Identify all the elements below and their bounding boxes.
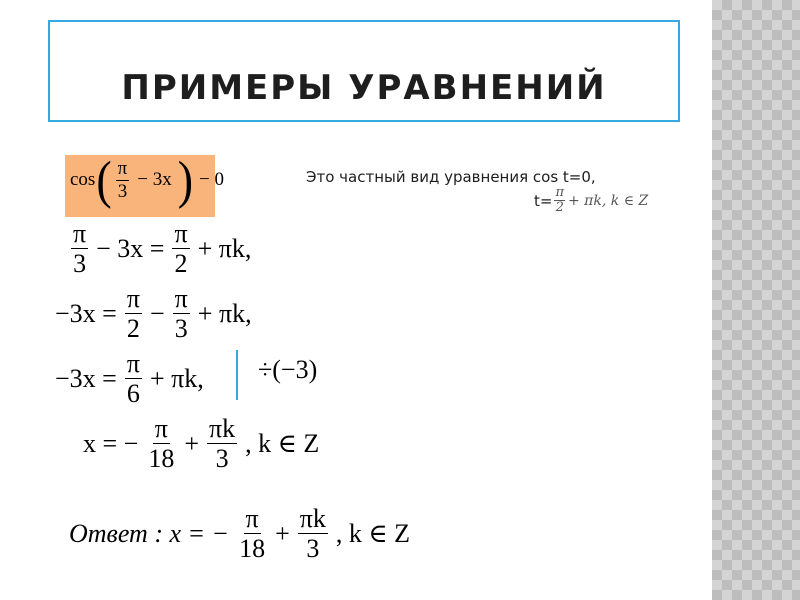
left-paren: ( — [96, 150, 112, 209]
equation-answer: Ответ : x = − $\frac{\pi}{18}$ + $\frac{\pi k}{3}$ , k ∈ Z — [69, 504, 411, 564]
right-paren: ) — [177, 150, 194, 209]
note-line-2: t= $\frac{\pi}{2}$ + πk, k ∈ Z — [534, 185, 649, 216]
slide-title: ПРИМЕРЫ УРАВНЕНИЙ — [121, 68, 607, 108]
note-fraction: $\frac{\pi}{2}$ — [555, 185, 564, 216]
equation-step-4: x = − $\frac{\pi}{18}$ + $\frac{\pi k}{3}$ , k ∈ Z — [83, 414, 320, 474]
divider-bar — [236, 350, 238, 400]
equation-step-3: −3x = $\frac{\pi}{6}$ + πk, — [55, 349, 204, 409]
title-box — [48, 20, 680, 122]
division-note: ÷(−3) — [258, 355, 318, 384]
decorative-side-pattern — [712, 0, 800, 600]
note-line-1: Это частный вид уравнения cos t=0, — [306, 168, 596, 186]
equation-initial: cos ( $\frac{\pi}{3}$ − 3x ) − 0 — [70, 150, 225, 209]
equation-step-2: −3x = $\frac{\pi}{2}$ − $\frac{\pi}{3}$ + πk, — [55, 284, 252, 344]
equation-step-1: $\frac{\pi}{3}$ − 3x = $\frac{\pi}{2}$ + πk, — [73, 219, 252, 279]
